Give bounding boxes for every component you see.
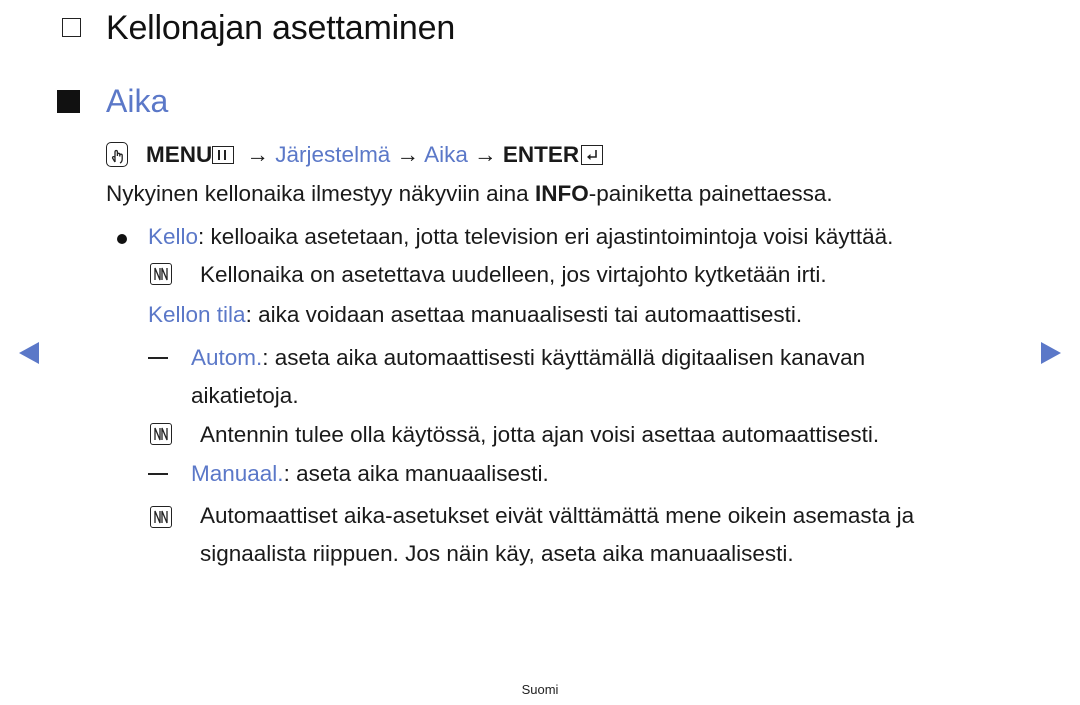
dash-bullet xyxy=(148,357,168,359)
autom-text-cont: aikatietoja. xyxy=(191,383,299,408)
kellon-tila-label: Kellon tila xyxy=(148,302,246,327)
autom-item xyxy=(191,345,865,371)
autom-label: Autom. xyxy=(191,345,263,370)
prev-arrow-icon[interactable] xyxy=(19,342,39,364)
enter-icon xyxy=(581,145,603,165)
info-key: INFO xyxy=(534,181,589,206)
checkbox-icon xyxy=(62,18,81,37)
arrow: → xyxy=(474,142,497,167)
note-icon xyxy=(150,423,172,445)
note-3-line-2: signaalista riippuen. Jos näin käy, aseta aika manuaalisesti. xyxy=(200,541,794,566)
intro-text xyxy=(106,181,833,207)
enter-label: ENTER xyxy=(502,142,580,167)
hand-icon xyxy=(106,142,128,167)
next-arrow-icon[interactable] xyxy=(1041,342,1061,364)
menu-label: MENU xyxy=(146,142,213,167)
footer-language: Suomi xyxy=(521,682,559,697)
manuaal-item xyxy=(191,461,549,487)
note-1: Kellonaika on asetettava uudelleen, jos virtajohto kytketään irti. xyxy=(200,262,827,287)
autom-text: : aseta aika automaattisesti käyttämällä digitaalisen kanavan xyxy=(262,345,866,370)
menu-item-aika[interactable]: Aika xyxy=(424,142,468,167)
note-3-line-1: Automaattiset aika-asetukset eivät välttämättä mene oikein asemasta ja xyxy=(200,503,915,528)
arrow: → xyxy=(396,142,420,167)
bullet-dot xyxy=(117,234,127,244)
menu-path xyxy=(106,142,603,168)
dash-bullet xyxy=(148,473,168,475)
menu-icon xyxy=(212,146,234,164)
page-title: Kellonajan asettaminen xyxy=(106,9,456,47)
manuaal-label: Manuaal. xyxy=(191,461,284,486)
kello-label: Kello xyxy=(148,224,199,249)
intro-after: -painiketta painettaessa. xyxy=(588,181,833,206)
menu-item-jarjestelma[interactable]: Järjestelmä xyxy=(275,142,391,167)
kellon-tila-item xyxy=(148,302,802,328)
note-icon xyxy=(150,506,172,528)
kello-text: : kelloaika asetetaan, jotta television eri ajastintoimintoja voisi käyttää. xyxy=(198,224,894,249)
arrow: → xyxy=(246,142,270,167)
intro-before: Nykyinen kellonaika ilmestyy näkyviin aina xyxy=(106,181,535,206)
kello-item xyxy=(148,224,893,250)
square-bullet-icon xyxy=(57,90,80,113)
manuaal-text: : aseta aika manuaalisesti. xyxy=(283,461,549,486)
kellon-tila-text: : aika voidaan asettaa manuaalisesti tai automaattisesti. xyxy=(245,302,803,327)
note-2: Antennin tulee olla käytössä, jotta ajan voisi asettaa automaattisesti. xyxy=(200,422,880,447)
note-icon xyxy=(150,263,172,285)
section-title: Aika xyxy=(106,83,169,119)
